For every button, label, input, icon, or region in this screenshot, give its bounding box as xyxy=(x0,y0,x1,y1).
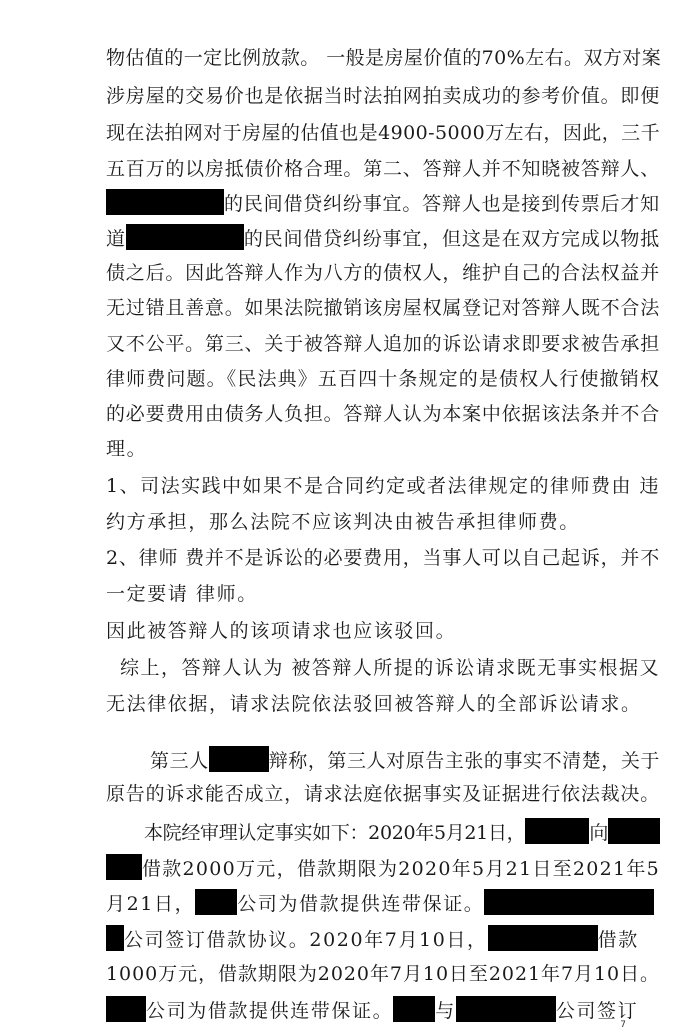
page-number: 7 xyxy=(620,1020,626,1030)
text-line xyxy=(106,692,642,716)
text-line xyxy=(106,889,654,916)
redaction-block xyxy=(106,189,224,215)
text-line xyxy=(106,782,660,806)
redaction-block xyxy=(484,889,654,915)
text-segment: 道 xyxy=(106,228,126,250)
text-segment: 五百万的以房抵债价格合理。第二、答辩人并不知晓被答辩人、 xyxy=(106,158,660,180)
text-segment: 债之后。因此答辩人作为八方的债权人，维护自己的合法权益并 xyxy=(106,262,660,284)
text-line xyxy=(106,367,660,391)
text-line xyxy=(150,746,660,773)
redaction-block xyxy=(106,925,124,951)
text-segment: 综上，答辩人认为 被答辩人所提的诉讼请求既无事实根据又 xyxy=(120,657,660,679)
text-segment: 律师费问题。《民法典》五百四十条规定的是债权人行使撤销权 xyxy=(106,368,660,390)
text-line xyxy=(106,619,456,643)
text-segment: 公司签订借款协议。2020年7月10日， xyxy=(124,929,488,951)
text-line xyxy=(106,437,147,461)
text-line xyxy=(106,296,660,320)
text-segment: 月21日， xyxy=(106,893,196,915)
redaction-block xyxy=(106,854,142,880)
text-segment: 公司为借款提供连带保证。 xyxy=(237,893,485,915)
text-segment: 的民间借贷纠纷事宜，但这是在双方完成以物抵 xyxy=(243,228,660,250)
redaction-block xyxy=(195,889,237,915)
text-segment: 物估值的一定比例放款。 一般是房屋价值的70%左右。双方对案 xyxy=(106,47,662,69)
redaction-block xyxy=(209,746,269,772)
text-segment: 1000万元，借款期限为2020年7月10日至2021年7月10日。 xyxy=(106,963,660,985)
text-line xyxy=(106,121,660,145)
text-line xyxy=(144,818,660,845)
text-segment: 借款 xyxy=(597,929,639,951)
text-segment: 的必要费用由债务人负担。答辩人认为本案中依据该法条并不合 xyxy=(106,403,660,425)
text-line xyxy=(106,402,660,426)
redaction-block xyxy=(393,996,435,1022)
redaction-block xyxy=(456,996,556,1022)
redaction-block xyxy=(126,224,244,250)
text-segment: 本院经审理认定事实如下：2020年5月21日， xyxy=(144,822,526,844)
text-segment: 约方承担，那么法院不应该判决由被告承担律师费。 xyxy=(106,511,580,533)
text-segment: 公司签订 xyxy=(555,1000,639,1022)
text-segment: 理。 xyxy=(106,438,148,460)
text-line xyxy=(106,925,639,952)
text-line xyxy=(106,582,258,606)
text-segment: 因此被答辩人的该项请求也应该驳回。 xyxy=(106,620,457,642)
text-line xyxy=(106,261,660,285)
text-line xyxy=(106,84,660,108)
redaction-block xyxy=(488,925,598,951)
text-line xyxy=(106,962,660,986)
redaction-block xyxy=(608,818,660,844)
text-segment: 与 xyxy=(435,1000,456,1022)
text-line xyxy=(106,996,638,1023)
text-segment: 无过错且善意。如果法院撤销该房屋权属登记对答辩人既不合法 xyxy=(106,297,660,319)
redaction-block xyxy=(525,818,589,844)
text-line xyxy=(120,656,660,680)
text-line xyxy=(106,546,660,570)
text-line xyxy=(106,224,660,251)
text-line xyxy=(106,157,660,181)
text-line xyxy=(106,510,580,534)
text-segment: 无法律依据，请求法院依法驳回被答辩人的全部诉讼请求。 xyxy=(106,693,642,715)
text-segment: 第三人 xyxy=(150,750,209,772)
text-segment: 辩称，第三人对原告主张的事实不清楚，关于 xyxy=(268,750,660,772)
text-segment: 2、律师 费并不是诉讼的必要费用，当事人可以自己起诉，并不 xyxy=(106,547,660,569)
text-segment: 一定要请 律师。 xyxy=(106,583,258,605)
redaction-block xyxy=(106,996,146,1022)
text-segment: 1、司法实践中如果不是合同约定或者法律规定的律师费由 违 xyxy=(106,475,660,497)
text-segment: 公司为借款提供连带保证。 xyxy=(146,1000,394,1022)
text-segment: 原告的诉求能否成立，请求法庭依据事实及证据进行依法裁决。 xyxy=(106,783,660,805)
text-segment: 的民间借贷纠纷事宜。答辩人也是接到传票后才知 xyxy=(224,193,660,215)
text-segment: 现在法拍网对于房屋的估值也是4900-5000万左右，因此，三千 xyxy=(106,122,660,144)
text-line xyxy=(106,189,660,216)
text-line xyxy=(106,474,660,498)
text-line xyxy=(106,46,661,70)
text-segment: 又不公平。第三、关于被答辩人追加的诉讼请求即要求被告承担 xyxy=(106,333,660,355)
text-line xyxy=(106,332,660,356)
text-segment: 涉房屋的交易价也是依据当时法拍网拍卖成功的参考价值。即便 xyxy=(106,85,660,107)
text-segment: 借款2000万元，借款期限为2020年5月21日至2021年5 xyxy=(142,858,660,880)
text-line xyxy=(106,854,660,881)
text-segment: 向 xyxy=(589,822,608,844)
